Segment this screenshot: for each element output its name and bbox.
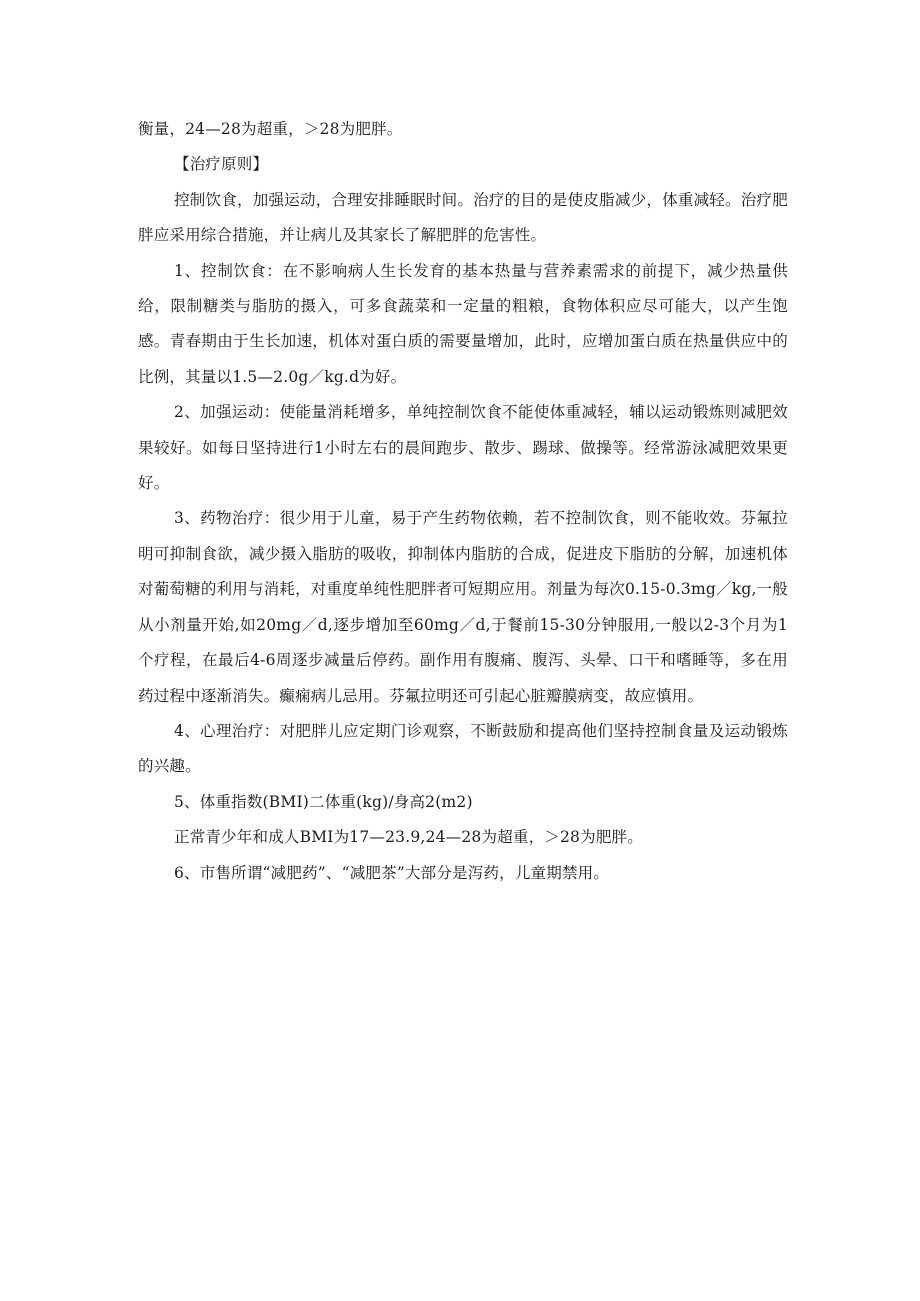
paragraph-bmi-formula: 5、体重指数(BMI)二体重(kg)/身高2(m2) — [174, 792, 473, 811]
paragraph-diet-pills-warning: 6、市售所谓“减肥药”、“减肥茶”大部分是泻药，儿童期禁用。 — [174, 863, 610, 882]
paragraph-diet-control: 1、控制饮食：在不影响病人生长发育的基本热量与营养素需求的前提下，减少热量供给，限制糖类与脂肪的摄入，可多食蔬菜和一定量的粗粮，食物体积应尽可能大，以产生饱感。青春期由于生长加速，机体对蛋白质的需要量增加，此时，应增加蛋白质在热量供应中的比例，其量以1.5—2.0g／kg.d为好。 — [138, 261, 788, 386]
paragraph-drug-therapy: 3、药物治疗：很少用于儿童，易于产生药物依赖，若不控制饮食，则不能收效。芬氟拉明可抑制食欲，减少摄入脂肪的吸收，抑制体内脂肪的合成，促进皮下脂肪的分解，加速机体对葡萄糖的利用与消耗，对重度单纯性肥胖者可短期应用。剂量为每次0.15-0.3mg／kg,一般从小剂量开始,如20mg／d,逐步增加至60mg／d,于餐前15-30分钟服用,一般以2-3个月为1个疗程，在最后4-6周逐步减量后停药。副作用有腹痛、腹泻、头晕、口干和嗜睡等，多在用药过程中逐渐消失。癫痫病儿忌用。芬氟拉明还可引起心脏瓣膜病变，故应慎用。 — [138, 509, 788, 705]
section-heading-treatment-principles: 【治疗原则】 — [174, 155, 269, 174]
paragraph-treatment-overview: 控制饮食，加强运动，合理安排睡眠时间。治疗的目的是使皮脂减少，体重减轻。治疗肥胖应采用综合措施，并让病儿及其家长了解肥胖的危害性。 — [138, 190, 788, 245]
paragraph-exercise: 2、加强运动：使能量消耗增多，单纯控制饮食不能使体重减轻，辅以运动锻炼则减肥效果较好。如每日坚持进行1小时左右的晨间跑步、散步、踢球、做操等。经常游泳减肥效果更好。 — [138, 403, 788, 493]
paragraph-psychological-therapy: 4、心理治疗：对肥胖儿应定期门诊观察，不断鼓励和提高他们坚持控制食量及运动锻炼的兴趣。 — [138, 721, 788, 776]
document-page — [138, 112, 788, 891]
paragraph-bmi-intro: 衡量，24—28为超重，＞28为肥胖。 — [138, 120, 403, 138]
paragraph-bmi-ranges: 正常青少年和成人BMI为17—23.9,24—28为超重，＞28为肥胖。 — [174, 828, 643, 847]
